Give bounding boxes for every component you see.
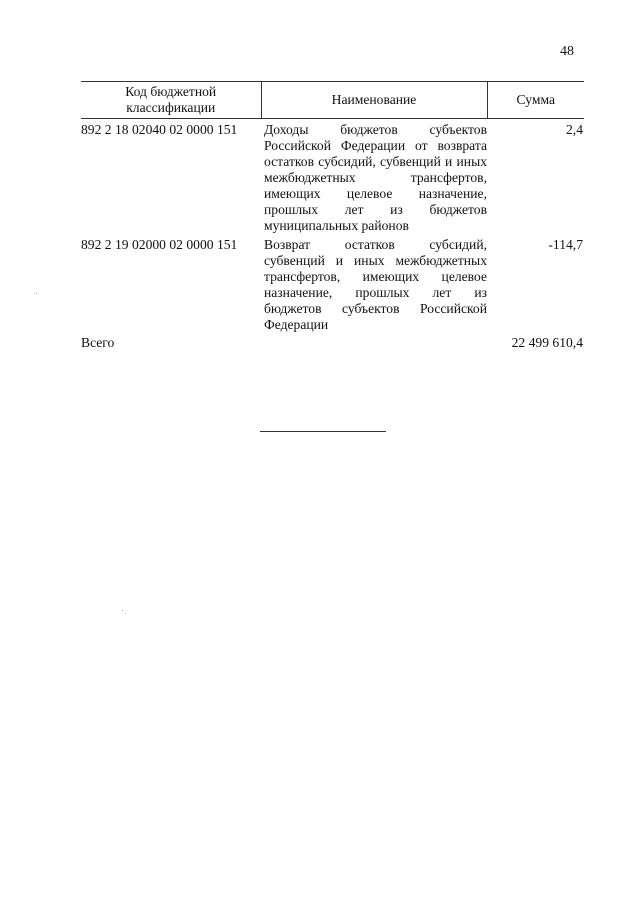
scan-speck [36, 293, 37, 294]
page-number: 48 [560, 44, 574, 59]
total-sum: 22 499 610,4 [511, 335, 583, 350]
table-row [81, 119, 584, 235]
budget-table [81, 81, 584, 351]
total-empty-cell [261, 333, 487, 351]
end-divider-line [260, 431, 386, 432]
total-row [81, 333, 584, 351]
scan-speck [122, 610, 123, 611]
table-header-row [81, 82, 584, 119]
header-code: Код бюджетной классификации [125, 84, 217, 115]
header-name: Наименование [261, 82, 487, 119]
total-label: Всего [81, 335, 115, 350]
header-sum: Сумма [516, 92, 555, 107]
row-code: 892 2 19 02000 02 0000 151 [81, 237, 238, 252]
row-name: Возврат остатков субсидий, субвенций и иных межбюджетных трансфертов, имеющих целевое назначение, прошлых лет из бюджетов субъектов Российской Федерации [264, 237, 487, 332]
table-row [81, 234, 584, 333]
row-sum: -114,7 [548, 237, 583, 252]
row-name: Доходы бюджетов субъектов Российской Федерации от возврата остатков субсидий, субвенций и иных межбюджетных трансфертов, имеющих целевое назначение, прошлых лет из бюджетов муниципальных районов [264, 122, 487, 233]
row-code: 892 2 18 02040 02 0000 151 [81, 122, 238, 137]
row-sum: 2,4 [566, 122, 583, 137]
